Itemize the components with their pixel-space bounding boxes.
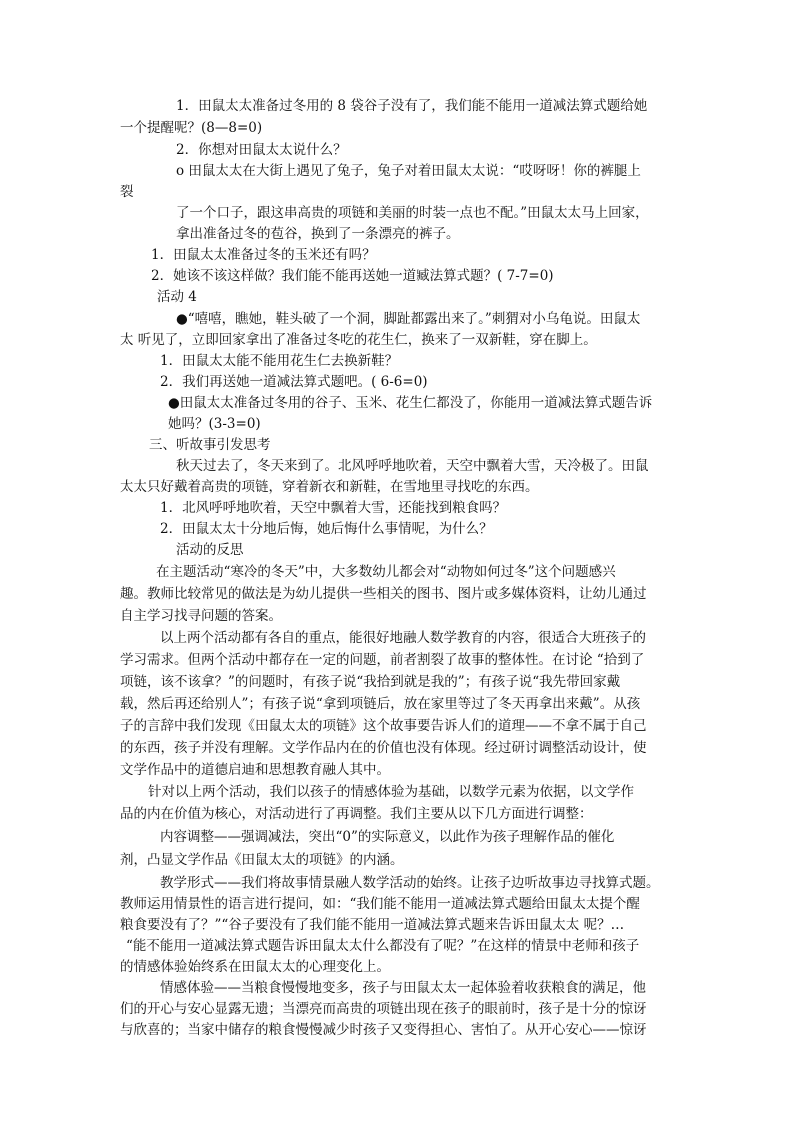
text-line: 针对以上两个活动，我们以孩子的情感体验为基础，以数学元素为依据，以文学作	[148, 784, 634, 800]
text-line: 2．田鼠太太十分地后悔，她后悔什么事情呢，为什么？	[160, 521, 493, 537]
text-line: 自主学习找寻问题的答案。	[120, 608, 282, 624]
text-line: “能不能用一道减法算式题告诉田鼠太太什么都没有了呢？”在这样的情景中老师和孩子	[126, 938, 640, 954]
text-line: 载，然后再还给别人”；有孩子说“拿到项链后，放在家里等过了冬天再拿出来戴”。从孩	[120, 696, 641, 712]
text-line: 她吗？(3-3=0)	[168, 416, 261, 432]
text-line: 秋天过去了，冬天来到了。北风呼呼地吹着，天空中飘着大雪，天冷极了。田鼠	[176, 458, 649, 474]
text-line: 趣。教师比较常见的做法是为幼儿提供一些相关的图书、图片或多媒体资料，让幼儿通过	[120, 586, 647, 602]
text-line: ●“嘻嘻，瞧她，鞋头破了一个洞，脚趾都露出来了。”刺猬对小乌龟说。田鼠太	[176, 311, 641, 327]
text-line: 以上两个活动都有各自的重点，能很好地融人数学教育的内容，很适合大班孩子的	[160, 630, 646, 646]
text-line: 品的内在价值为核心，对活动进行了再调整。我们主要从以下几方面进行调整：	[120, 806, 593, 822]
text-line: 2．你想对田鼠太太说什么？	[176, 142, 347, 158]
text-line: 拿出准备过冬的苞谷，换到了一条漂亮的裤子。	[176, 226, 460, 242]
text-line: 文学作品中的道德启迪和思想教育融人其中。	[120, 762, 390, 778]
text-line: 剂，凸显文学作品《田鼠太太的项链》的内涵。	[120, 852, 404, 868]
text-line: 2．我们再送她一道减法算式题吧。( 6-6=0)	[160, 374, 428, 390]
text-line: 学习需求。但两个活动中都存在一定的问题，前者割裂了故事的整体性。在讨论 “拾到了	[120, 652, 645, 668]
text-line: 1．田鼠太太准备过冬的玉米还有吗？	[151, 247, 376, 263]
text-line: 情感体验——当粮食慢慢地变多，孩子与田鼠太太一起体验着收获粮食的满足，他	[160, 980, 646, 996]
text-line: 项链，该不该拿？”的问题时，有孩子说“我拾到就是我的”；有孩子说“我先带回家戴	[120, 674, 621, 690]
section-heading: 活动的反思	[176, 542, 244, 558]
text-line: 在主题活动“寒冷的冬天”中，大多数幼儿都会对“动物如何过冬”这个问题感兴	[156, 564, 616, 580]
text-line: 裂	[120, 184, 134, 200]
text-line: ●田鼠太太准备过冬用的谷子、玉米、花生仁都没了，你能用一道减法算式题告诉	[168, 395, 653, 411]
text-line: 1．北风呼呼地吹着，天空中飘着大雪，还能找到粮食吗？	[160, 500, 507, 516]
text-line: 教学形式——我们将故事情景融人数学活动的始终。让孩子边听故事边寻找算式题。	[160, 875, 660, 891]
text-line: 教师运用情景性的语言进行提问，如：“我们能不能用一道减法算式题给田鼠太太提个醒	[120, 896, 640, 912]
text-line: 1．田鼠太太准备过冬用的 8 袋谷子没有了，我们能不能用一道减法算式题给她	[176, 98, 648, 114]
text-line: o 田鼠太太在大街上遇见了兔子，兔子对着田鼠太太说：“哎呀呀！你的裤腿上	[176, 163, 641, 179]
text-line: 们的开心与安心显露无遗；当漂亮而高贵的项链出现在孩子的眼前时，孩子是十分的惊讶	[120, 1001, 647, 1017]
section-heading: 活动 4	[157, 289, 197, 305]
text-line: 子的言辞中我们发现《田鼠太太的项链》这个故事要告诉人们的道理——不拿不属于自己	[120, 718, 647, 734]
text-line: 太 听见了，立即回家拿出了准备过冬吃的花生仁，换来了一双新鞋，穿在脚上。	[120, 332, 597, 348]
text-line: 一个提醒呢？(8—8=0)	[120, 120, 263, 136]
text-line: 了一个口子，跟这串高贵的项链和美丽的时装一点也不配。”田鼠太太马上回家，	[176, 205, 649, 221]
text-line: 的情感体验始终系在田鼠太太的心理变化上。	[120, 959, 390, 975]
text-line: 粮食要没有了？”“谷子要没有了我们能不能用一道减法算式题来告诉田鼠太太 呢？…	[120, 917, 625, 933]
text-line: 1．田鼠太太能不能用花生仁去换新鞋？	[160, 353, 399, 369]
text-line: 的东西，孩子并没有理解。文学作品内在的价值也没有体现。经过研讨调整活动设计，使	[120, 740, 647, 756]
text-line: 太太只好戴着高贵的项链，穿着新衣和新鞋，在雪地里寻找吃的东西。	[120, 479, 539, 495]
section-heading: 三、听故事引发思考	[149, 437, 271, 453]
text-line: 与欣喜的；当家中储存的粮食慢慢减少时孩子又变得担心、害怕了。从开心安心——惊讶	[120, 1022, 647, 1038]
text-line: 2．她该不该这样做？我们能不能再送她一道臧法算式题？( 7-7=0)	[151, 268, 554, 284]
text-line: 内容调整——强调减法，突出“0”的实际意义，以此作为孩子理解作品的催化	[160, 829, 615, 845]
